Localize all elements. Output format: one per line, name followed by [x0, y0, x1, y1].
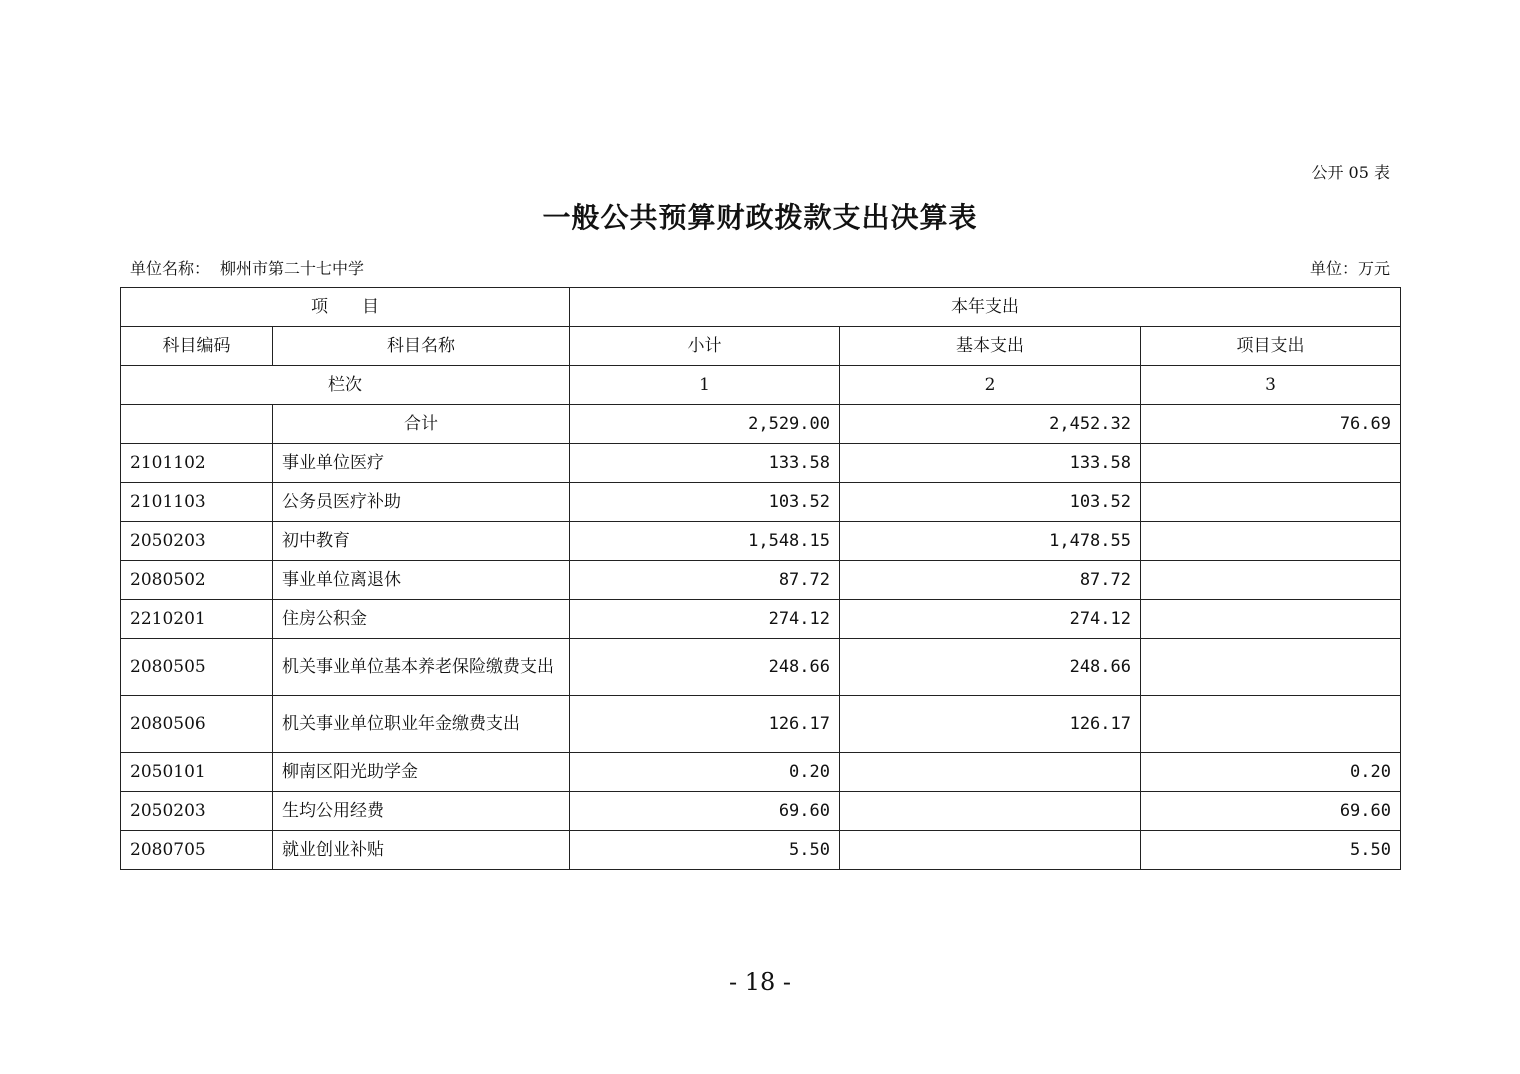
unit-name-label: 单位名称：	[130, 259, 211, 278]
row-basic	[840, 792, 1141, 831]
seq-2: 2	[840, 366, 1141, 405]
row-code: 2080502	[121, 561, 273, 600]
row-project	[1141, 522, 1401, 561]
row-basic: 103.52	[840, 483, 1141, 522]
row-subtotal: 69.60	[570, 792, 840, 831]
row-code: 2210201	[121, 600, 273, 639]
table-row	[121, 753, 1401, 792]
table-row	[121, 831, 1401, 870]
seq-3: 3	[1141, 366, 1401, 405]
row-name: 生均公用经费	[273, 792, 570, 831]
row-project	[1141, 561, 1401, 600]
row-project: 69.60	[1141, 792, 1401, 831]
row-project: 0.20	[1141, 753, 1401, 792]
budget-table	[120, 287, 1401, 870]
header-name: 科目名称	[273, 327, 570, 366]
row-subtotal: 274.12	[570, 600, 840, 639]
row-basic	[840, 831, 1141, 870]
table-row	[121, 444, 1401, 483]
row-subtotal: 87.72	[570, 561, 840, 600]
row-project	[1141, 696, 1401, 753]
row-subtotal: 126.17	[570, 696, 840, 753]
row-project	[1141, 600, 1401, 639]
seq-label: 栏次	[121, 366, 570, 405]
page-number: - 18 -	[728, 968, 791, 996]
unit-name-value: 柳州市第二十七中学	[220, 259, 365, 278]
row-subtotal: 1,548.15	[570, 522, 840, 561]
row-code: 2080705	[121, 831, 273, 870]
row-name: 就业创业补贴	[273, 831, 570, 870]
row-name: 柳南区阳光助学金	[273, 753, 570, 792]
table-row	[121, 600, 1401, 639]
row-code: 2050203	[121, 792, 273, 831]
row-code: 2050203	[121, 522, 273, 561]
total-row	[121, 405, 1401, 444]
row-project: 5.50	[1141, 831, 1401, 870]
row-name: 事业单位离退休	[273, 561, 570, 600]
header-item: 项 目	[121, 288, 570, 327]
row-code: 2080505	[121, 639, 273, 696]
seq-1: 1	[570, 366, 840, 405]
table-row	[121, 522, 1401, 561]
row-project	[1141, 639, 1401, 696]
row-code: 2080506	[121, 696, 273, 753]
header-basic: 基本支出	[840, 327, 1141, 366]
row-project	[1141, 444, 1401, 483]
row-basic: 1,478.55	[840, 522, 1141, 561]
row-basic: 248.66	[840, 639, 1141, 696]
row-name: 住房公积金	[273, 600, 570, 639]
total-subtotal: 2,529.00	[570, 405, 840, 444]
row-project	[1141, 483, 1401, 522]
row-name: 机关事业单位基本养老保险缴费支出	[273, 639, 570, 696]
row-name: 事业单位医疗	[273, 444, 570, 483]
header-code: 科目编码	[121, 327, 273, 366]
total-project: 76.69	[1141, 405, 1401, 444]
total-basic: 2,452.32	[840, 405, 1141, 444]
row-basic: 274.12	[840, 600, 1141, 639]
header-current-year-expenditure: 本年支出	[570, 288, 1401, 327]
row-name: 公务员医疗补助	[273, 483, 570, 522]
row-code: 2050101	[121, 753, 273, 792]
table-seq-row	[121, 366, 1401, 405]
row-subtotal: 133.58	[570, 444, 840, 483]
row-basic: 133.58	[840, 444, 1141, 483]
table-row	[121, 696, 1401, 753]
form-number: 公开 05 表	[1311, 163, 1390, 182]
row-subtotal: 0.20	[570, 753, 840, 792]
table-row	[121, 792, 1401, 831]
header-project: 项目支出	[1141, 327, 1401, 366]
row-code: 2101103	[121, 483, 273, 522]
row-basic	[840, 753, 1141, 792]
table-row	[121, 561, 1401, 600]
row-subtotal: 248.66	[570, 639, 840, 696]
row-name: 机关事业单位职业年金缴费支出	[273, 696, 570, 753]
table-header-group-row	[121, 288, 1401, 327]
table-row	[121, 483, 1401, 522]
row-basic: 126.17	[840, 696, 1141, 753]
row-name: 初中教育	[273, 522, 570, 561]
total-code-cell	[121, 405, 273, 444]
unit-measure: 单位：万元	[1309, 259, 1390, 278]
page-title: 一般公共预算财政拨款支出决算表	[542, 201, 978, 234]
row-code: 2101102	[121, 444, 273, 483]
row-subtotal: 5.50	[570, 831, 840, 870]
table-row	[121, 639, 1401, 696]
total-label: 合计	[273, 405, 570, 444]
unit-name-row	[130, 256, 364, 279]
table-header-row	[121, 327, 1401, 366]
row-basic: 87.72	[840, 561, 1141, 600]
header-subtotal: 小计	[570, 327, 840, 366]
row-subtotal: 103.52	[570, 483, 840, 522]
